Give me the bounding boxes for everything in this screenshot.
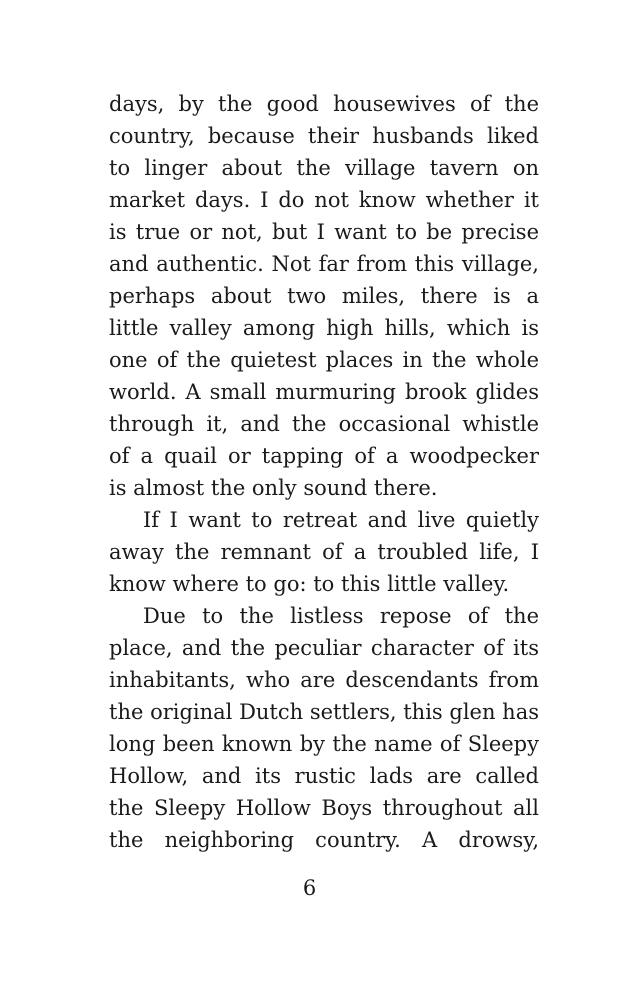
text-line: little valley among high hills, which is bbox=[109, 316, 539, 340]
text-line: the original Dutch settlers, this glen has bbox=[109, 700, 539, 724]
text-line: one of the quietest places in the whole bbox=[109, 348, 539, 372]
text-line: is true or not, but I want to be precise bbox=[109, 220, 539, 244]
text-line: through it, and the occasional whistle bbox=[109, 412, 539, 436]
text-line: away the remnant of a troubled life, I bbox=[109, 540, 539, 564]
text-line: to linger about the village tavern on bbox=[109, 156, 539, 180]
body-text bbox=[109, 88, 539, 856]
text-line: country, because their husbands liked bbox=[109, 124, 539, 148]
text-line: Hollow, and its rustic lads are called bbox=[109, 764, 539, 788]
text-line: of a quail or tapping of a woodpecker bbox=[109, 444, 539, 468]
text-line: know where to go: to this little valley. bbox=[109, 572, 510, 596]
text-line: the neighboring country. A drowsy, bbox=[109, 828, 539, 852]
text-line: inhabitants, who are descendants from bbox=[109, 668, 539, 692]
text-line: long been known by the name of Sleepy bbox=[109, 732, 539, 756]
text-line: If I want to retreat and live quietly bbox=[143, 508, 539, 532]
page-number: 6 bbox=[302, 876, 317, 900]
text-line: is almost the only sound there. bbox=[109, 476, 438, 500]
text-line: perhaps about two miles, there is a bbox=[109, 284, 539, 308]
text-line: market days. I do not know whether it bbox=[109, 188, 539, 212]
text-line: days, by the good housewives of the bbox=[109, 92, 539, 116]
text-line: world. A small murmuring brook glides bbox=[109, 380, 539, 404]
text-line: the Sleepy Hollow Boys throughout all bbox=[109, 796, 539, 820]
text-line: and authentic. Not far from this village, bbox=[109, 252, 539, 276]
text-line: place, and the peculiar character of its bbox=[109, 636, 539, 660]
text-line: Due to the listless repose of the bbox=[143, 604, 539, 628]
